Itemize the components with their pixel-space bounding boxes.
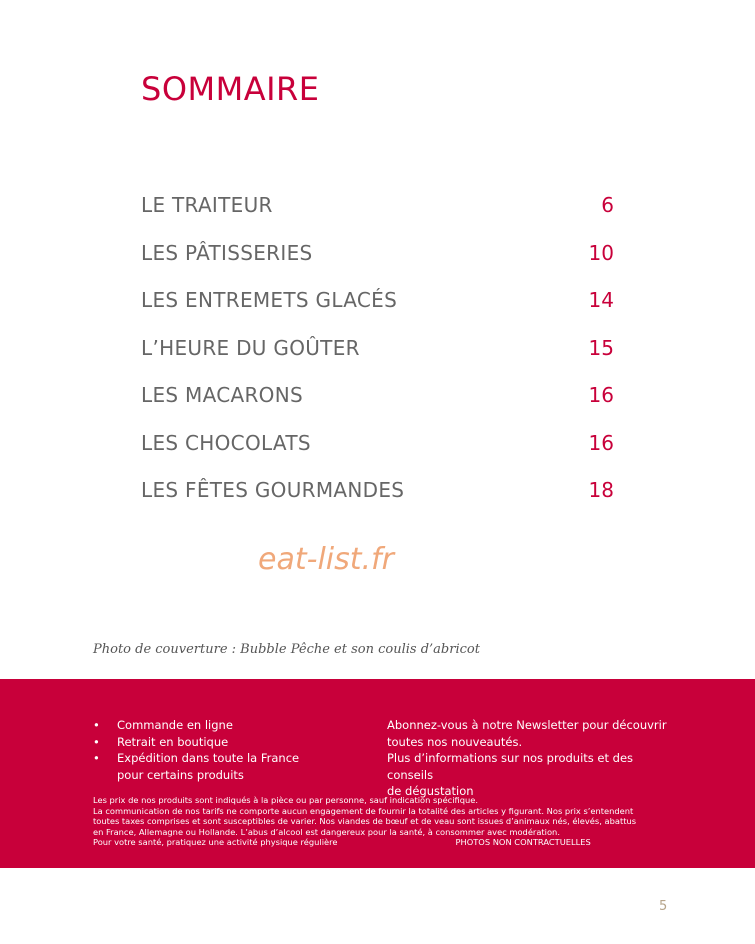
site-link[interactable]: eat-list.fr	[258, 542, 394, 577]
list-item-continuation	[93, 767, 299, 784]
photos-notice: PHOTOS NON CONTRACTUELLES	[455, 837, 591, 847]
service-label: Commande en ligne	[117, 718, 233, 732]
toc-item-page: 16	[588, 383, 614, 407]
list-item	[93, 717, 299, 734]
toc-item-page: 16	[588, 430, 614, 455]
service-label: Expédition dans toute la France	[117, 751, 300, 765]
newsletter-text	[387, 717, 677, 800]
toc-item-label: LES CHOCOLATS	[141, 430, 311, 455]
toc-item-label: LES MACARONS	[141, 383, 303, 407]
toc-item[interactable]	[141, 288, 614, 336]
toc-item-page: 10	[588, 240, 614, 265]
legal-line: Les prix de nos produits sont indiqués à la pièce ou par personne, sauf indication spécifique.	[93, 795, 479, 805]
toc-item-label: LES PÂTISSERIES	[141, 240, 313, 265]
page-title: SOMMAIRE	[141, 70, 320, 108]
toc-item-label: LES FÊTES GOURMANDES	[141, 478, 405, 502]
toc-item[interactable]	[141, 431, 614, 479]
service-label: Retrait en boutique	[117, 734, 229, 749]
legal-line: en France, Allemagne ou Hollande. L’abus d’alcool est dangereux pour la santé, à consommer avec modération.	[93, 826, 560, 837]
footer-band	[0, 679, 755, 868]
toc-item[interactable]	[141, 241, 614, 289]
table-of-contents	[141, 193, 614, 526]
cover-caption: Photo de couverture : Bubble Pêche et son coulis d’abricot	[93, 642, 480, 657]
services-list	[93, 717, 299, 783]
legal-last-line	[93, 837, 673, 848]
toc-item[interactable]	[141, 336, 614, 384]
toc-item[interactable]	[141, 383, 614, 431]
legal-line: toutes taxes comprises et sont susceptibles de varier. Nos viandes de bœuf et de veau sont issues d’animaux nés, élevés, abattus	[93, 816, 637, 826]
toc-item[interactable]	[141, 193, 614, 241]
bullet-icon: •	[93, 718, 100, 732]
newsletter-line: de dégustation	[387, 784, 474, 798]
legal-notice	[93, 795, 673, 848]
toc-item-page: 6	[601, 193, 614, 217]
service-label: pour certains produits	[117, 767, 244, 782]
toc-item-label: LE TRAITEUR	[141, 193, 273, 217]
list-item	[93, 750, 299, 767]
legal-line: Pour votre santé, pratiquez une activité physique régulière	[93, 837, 338, 847]
toc-item-label: L’HEURE DU GOÛTER	[141, 335, 360, 360]
legal-line: La communication de nos tarifs ne comporte aucun engagement de fournir la totalité des articles y figurant. Nos prix s’entendent	[93, 805, 634, 816]
list-item	[93, 734, 299, 751]
page-number: 5	[659, 899, 668, 914]
toc-item-page: 14	[588, 288, 614, 312]
toc-item-label: LES ENTREMETS GLACÉS	[141, 288, 398, 312]
newsletter-line: Plus d’informations sur nos produits et des conseils	[387, 751, 634, 782]
newsletter-line: Abonnez-vous à notre Newsletter pour découvrir	[387, 718, 667, 732]
bullet-icon: •	[93, 751, 100, 765]
toc-item-page: 15	[588, 335, 614, 360]
toc-item-page: 18	[588, 478, 614, 502]
toc-item[interactable]	[141, 478, 614, 526]
newsletter-line: toutes nos nouveautés.	[387, 734, 523, 749]
bullet-icon: •	[93, 734, 100, 749]
